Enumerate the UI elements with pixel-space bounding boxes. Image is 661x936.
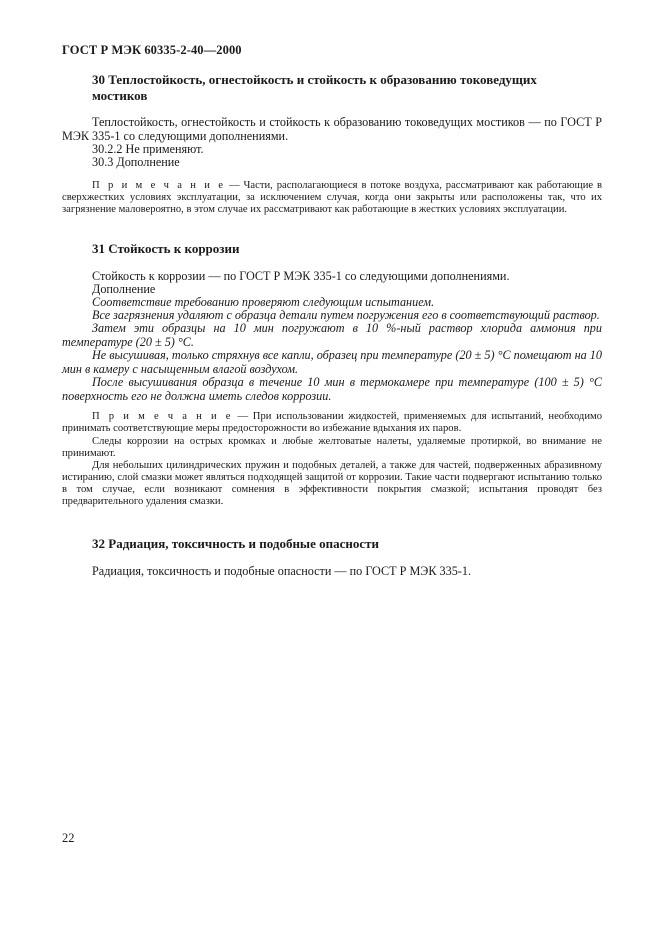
section-31-note-1 [62, 411, 602, 435]
section-31-intro: Стойкость к коррозии — по ГОСТ Р МЭК 335-1 со следующими дополнениями. [92, 269, 510, 283]
note-text: — При использовании жидкостей, применяемых для испытаний, необходимо принимать соответствующие меры предосторожности во избежание вдыхания их паров. [62, 411, 602, 434]
test-compliance: Соответствие требованию проверяют следующим испытанием. [92, 295, 435, 309]
note-label: П р и м е ч а н и е [92, 180, 226, 191]
section-31-note-2: Следы коррозии на острых кромках и любые желтоватые налеты, удаляемые протиркой, во внимание не принимают. [62, 436, 602, 459]
test-cleaning: Все загрязнения удаляют с образца детали путем погружения его в соответствующий раствор. [92, 308, 600, 322]
clause-30-2-2: 30.2.2 Не применяют. [92, 142, 204, 156]
test-humidity: Не высушивая, только стряхнув все капли, образец при температуре (20 ± 5) °С помещают на 10 мин в камеру с насыщенным влагой воздухом. [62, 348, 602, 376]
note-text: — Части, располагающиеся в потоке воздуха, рассматривают как работающие в сверхжестких условиях эксплуатации, за исключением случая, когда они закрыты или расположены так, что их загрязнение маловероятно, в этом случае их рассматривают как работающие в жестких условиях эксплуатации. [62, 180, 602, 215]
section-30-title: 30 Теплостойкость, огнестойкость и стойкость к образованию токоведущих мостиков [92, 72, 537, 103]
note-label: П р и м е ч а н и е [92, 411, 233, 422]
section-31-title: 31 Стойкость к коррозии [92, 241, 240, 256]
section-31-note-3: Для небольших цилиндрических пружин и подобных деталей, а также для частей, подверженных абразивному истиранию, слой смазки может являться подходящей защитой от коррозии. Такие части подвергают испытанию только в том случае, если возникают сомнения в эффективности покрытия смазкой; испытания проводят без предварительного удаления смазки. [62, 460, 602, 507]
section-32-title: 32 Радиация, токсичность и подобные опасности [92, 536, 380, 551]
test-immersion: Затем эти образцы на 10 мин погружают в 10 %-ный раствор хлорида аммония при температуре (20 ± 5) °С. [62, 321, 602, 349]
section-31-supplement: Дополнение [92, 282, 156, 296]
document-header: ГОСТ Р МЭК 60335-2-40—2000 [62, 43, 242, 57]
section-32-paragraph: Радиация, токсичность и подобные опасности — по ГОСТ Р МЭК 335-1. [92, 564, 471, 578]
section-30-note [62, 180, 602, 216]
clause-30-3: 30.3 Дополнение [92, 155, 180, 169]
section-30-paragraph: Теплостойкость, огнестойкость и стойкость к образованию токоведущих мостиков — по ГОСТ Р МЭК 335-1 со следующими дополнениями. [62, 115, 602, 143]
page-number: 22 [62, 831, 75, 845]
test-drying: После высушивания образца в течение 10 мин в термокамере при температуре (100 ± 5) °С поверхность его не должна иметь следов коррозии. [62, 375, 602, 403]
